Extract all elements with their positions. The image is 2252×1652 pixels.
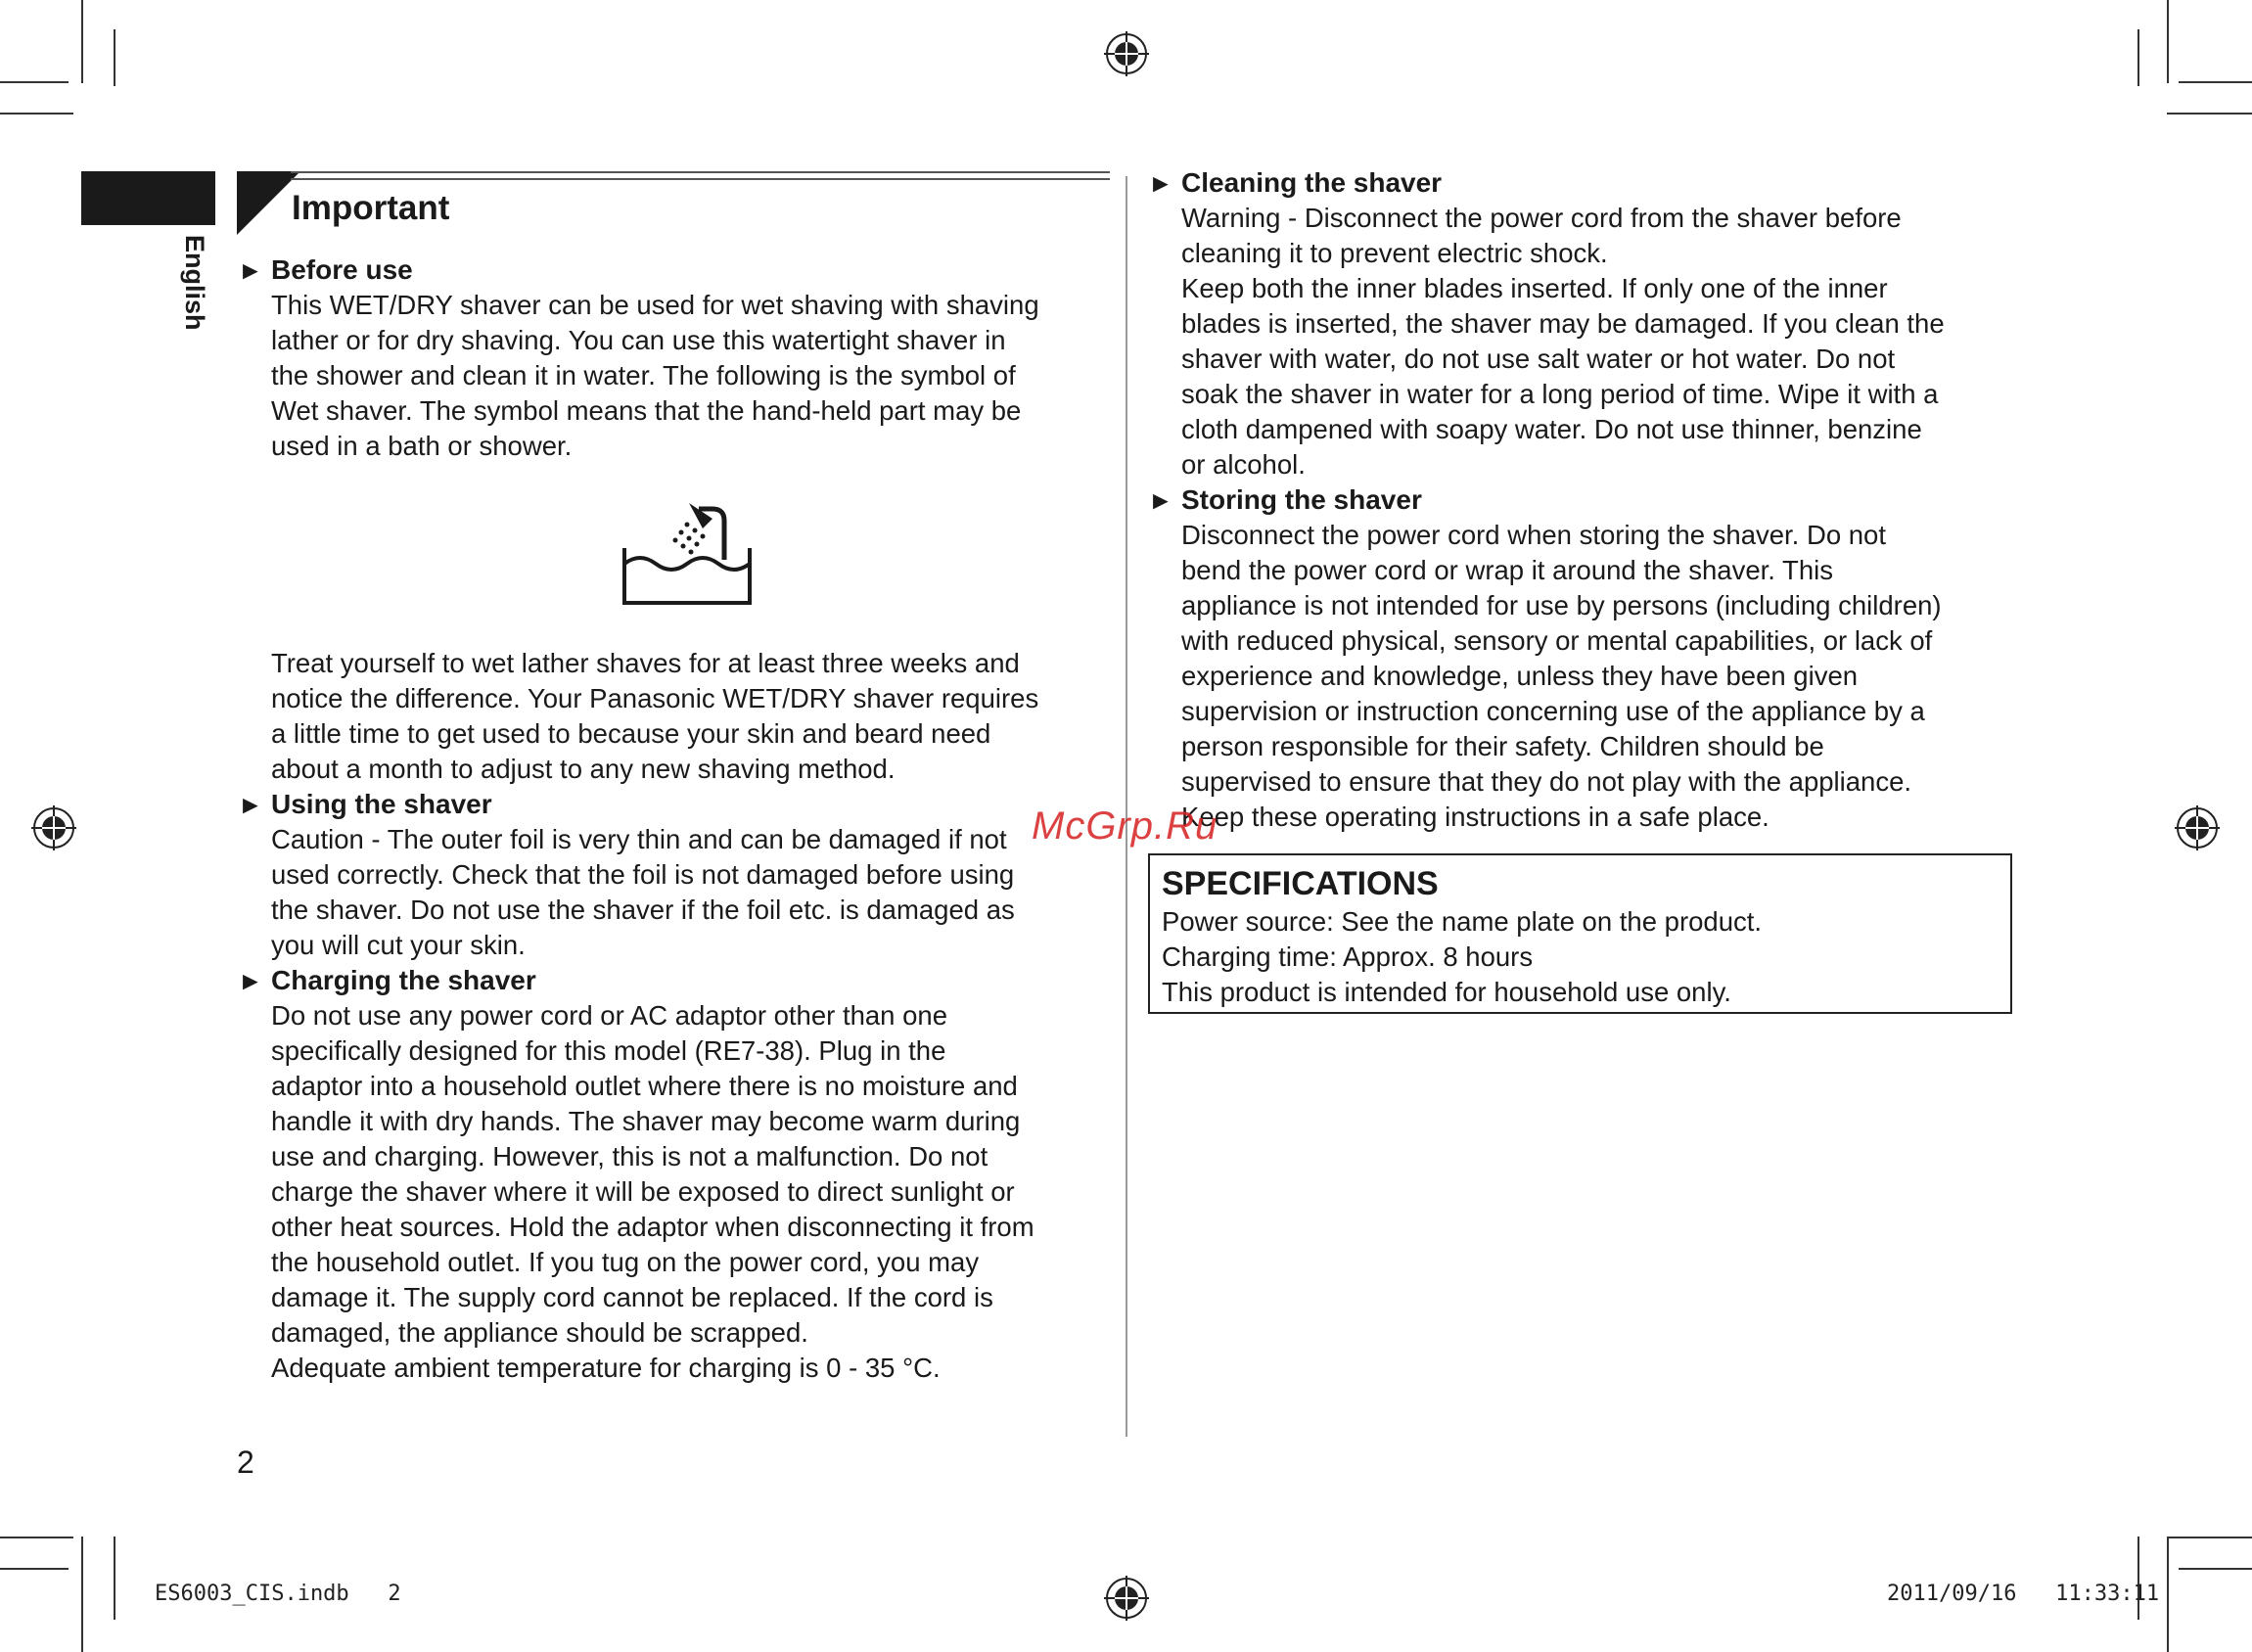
crop-mark (114, 29, 115, 86)
cleaning-text: Warning - Disconnect the power cord from the shaver before cleaning it to prevent electric shock. Keep both the inner blades inserted. If only one of the inner blades is inserted, the shaver may be damaged. If you clean the shaver with water, do not use salt water or hot water. Do not soak the shaver in water for a long period of time. Wipe it with a cloth dampened with soapy water. Do not use thinner, benzine or alcohol. (1181, 203, 1945, 480)
crop-mark (0, 81, 69, 83)
cleaning-heading: Cleaning the shaver (1181, 167, 1443, 198)
arrow-right-icon: ► (238, 966, 263, 995)
wet-shaver-symbol-icon (619, 499, 756, 607)
footer-date: 2011/09/16 11:33:11 (1887, 1582, 2160, 1606)
using-text: Caution - The outer foil is very thin and can be damaged if not used correctly. Check that the foil is not damaged before using the shaver. Do not use the shaver if the foil etc. is damaged as you will cut your skin. (271, 824, 1015, 960)
crop-mark (2137, 1537, 2139, 1620)
arrow-right-icon: ► (1148, 485, 1173, 515)
crop-mark (2167, 1537, 2252, 1538)
crop-mark (81, 1537, 83, 1652)
right-column (1148, 165, 2023, 835)
arrow-right-icon: ► (1148, 168, 1173, 198)
registration-mark-icon (2175, 805, 2220, 850)
specifications-title: SPECIFICATIONS (1162, 865, 1439, 902)
treat-text: Treat yourself to wet lather shaves for at least three weeks and notice the difference. Your Panasonic WET/DRY shaver requires a little time to get used to because your skin and beard need about a month to adjust to any new shaving method. (271, 648, 1039, 784)
registration-mark-icon (31, 805, 76, 850)
crop-mark (2137, 29, 2139, 86)
crop-mark (0, 1568, 69, 1570)
charging-text: Do not use any power cord or AC adaptor other than one specifically designed for this model (RE7-38). Plug in the adaptor into a household outlet where there is no moisture and handle it with dry hands. The shaver may become warm during use and charging. However, this is not a malfunction. Do not charge the shaver where it will be exposed to direct sunlight or other heat sources. Hold the adaptor when disconnecting it from the household outlet. If you tug on the power cord, you may damage it. The supply cord cannot be replaced. If the cord is damaged, the appliance should be scrapped. Adequate ambient temperature for charging is 0 - 35 °C. (271, 1000, 1034, 1383)
registration-mark-icon (1104, 1576, 1149, 1621)
arrow-right-icon: ► (238, 255, 263, 285)
before-use-heading: Before use (271, 254, 413, 285)
watermark: McGrp.Ru (1032, 804, 1218, 848)
crop-mark (0, 1537, 73, 1538)
page-number: 2 (237, 1445, 254, 1480)
section-heading-charging (238, 963, 1113, 998)
section-heading-before-use (238, 252, 1113, 288)
spec-line: Power source: See the name plate on the product. (1162, 906, 1763, 937)
storing-heading: Storing the shaver (1181, 484, 1422, 515)
crop-mark (81, 0, 83, 83)
before-use-text: This WET/DRY shaver can be used for wet shaving with shaving lather or for dry shaving. You can use this watertight shaver in the shower and clean it in water. The following is the symbol of Wet shaver. The symbol means that the hand-held part may be used in a bath or shower. (271, 290, 1039, 461)
spec-line: This product is intended for household use only. (1162, 977, 1731, 1007)
crop-mark (2167, 113, 2252, 115)
section-heading-cleaning (1148, 165, 2023, 201)
language-tab-block (81, 171, 215, 225)
left-column-lower (238, 646, 1113, 1386)
crop-mark (2167, 0, 2169, 83)
crop-mark (2179, 81, 2252, 83)
left-column (238, 252, 1113, 464)
registration-mark-icon (1104, 31, 1149, 76)
footer-file: ES6003_CIS.indb 2 (155, 1582, 401, 1606)
spec-line: Charging time: Approx. 8 hours (1162, 941, 1534, 972)
using-heading: Using the shaver (271, 789, 492, 819)
storing-text: Disconnect the power cord when storing the shaver. Do not bend the power cord or wrap it around the shaver. This appliance is not intended for use by persons (including children) with reduced physical, sensory or mental capabilities, or lack of experience and knowledge, unless they have been given supervision or instruction concerning use of the appliance by a person responsible for their safety. Children should be supervised to ensure that they do not play with the appliance. Keep these operating instructions in a safe place. (1181, 520, 1942, 832)
crop-mark (114, 1537, 115, 1620)
section-heading-using (238, 787, 1113, 822)
charging-heading: Charging the shaver (271, 965, 536, 995)
crop-mark (0, 113, 73, 115)
language-tab-label: English (180, 235, 209, 331)
section-heading-storing (1148, 482, 2023, 518)
crop-mark (2179, 1568, 2252, 1570)
important-title: Important (292, 189, 450, 227)
crop-mark (2167, 1537, 2169, 1652)
arrow-right-icon: ► (238, 790, 263, 819)
specifications-box (1148, 853, 2012, 1014)
